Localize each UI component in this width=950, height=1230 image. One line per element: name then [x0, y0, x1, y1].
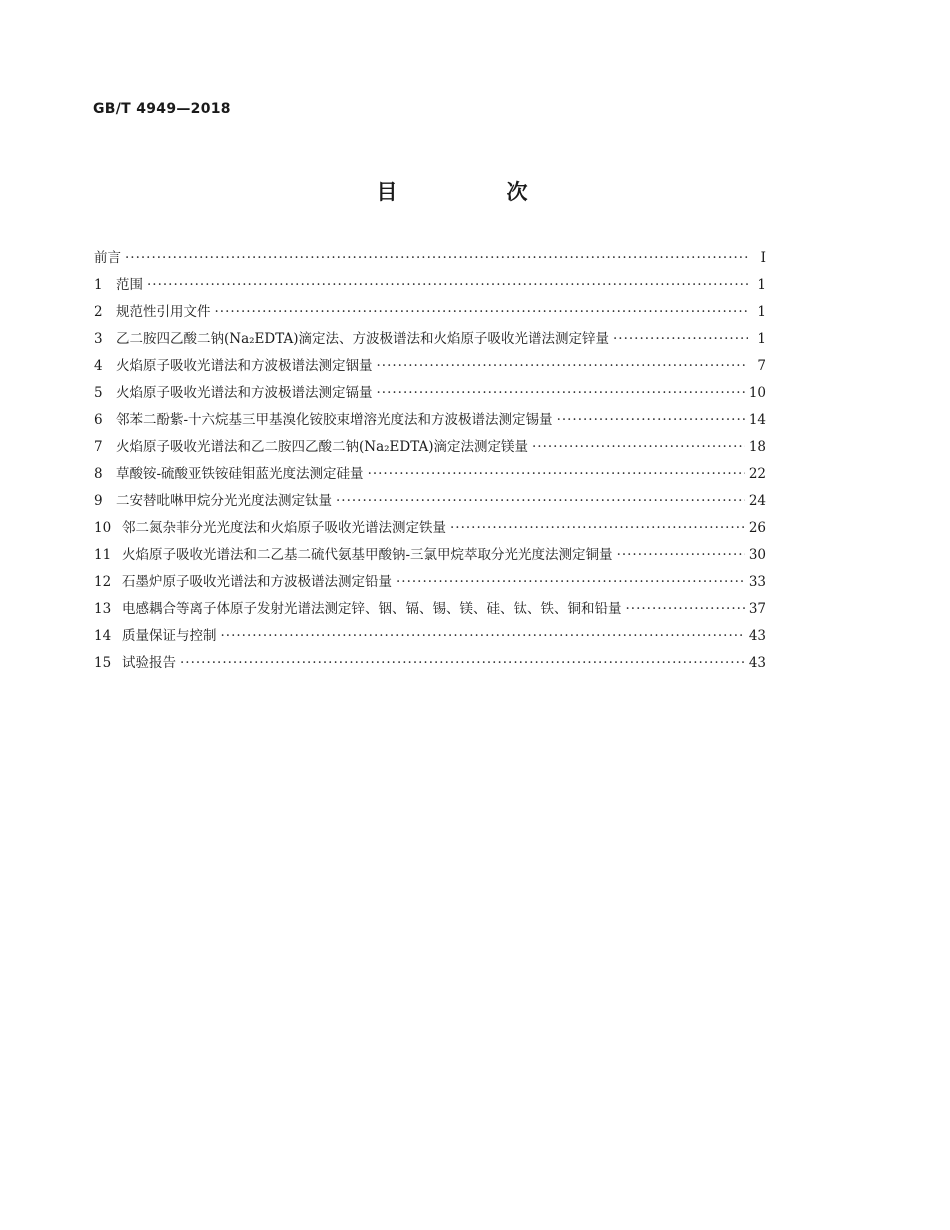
- toc-entry-title: 范围: [116, 277, 143, 293]
- toc-entry[interactable]: [94, 462, 766, 489]
- toc-entry-title: 质量保证与控制: [122, 628, 217, 644]
- toc-entry-page: 26: [748, 520, 766, 536]
- toc-entry[interactable]: [94, 651, 766, 678]
- toc-entry-number: 6: [94, 412, 103, 428]
- toc-entry-title: 二安替吡啉甲烷分光光度法测定钛量: [116, 493, 332, 509]
- dot-leader: [557, 412, 745, 428]
- toc-entry-page: Ⅰ: [760, 250, 766, 266]
- standard-code: GB/T 4949—2018: [93, 101, 231, 117]
- dot-leader: [377, 385, 745, 401]
- toc-entry-title: 试验报告: [122, 655, 176, 671]
- dot-leader: [626, 601, 745, 617]
- toc-entry-number: 15: [94, 655, 112, 671]
- toc-entry-number: 5: [94, 385, 103, 401]
- toc-entry[interactable]: [94, 516, 766, 543]
- toc-entry-title: 草酸铵-硫酸亚铁铵硅钼蓝光度法测定硅量: [116, 466, 364, 482]
- toc-entry-page: 14: [748, 412, 766, 428]
- toc-entry-title: 火焰原子吸收光谱法和二乙基二硫代氨基甲酸钠-三氯甲烷萃取分光光度法测定铜量: [122, 547, 613, 563]
- toc-entry-title: 火焰原子吸收光谱法和乙二胺四乙酸二钠(Na₂EDTA)滴定法测定镁量: [116, 439, 528, 455]
- toc-entry-page: 1: [757, 304, 766, 320]
- toc-entry-number: 9: [94, 493, 103, 509]
- toc-entry-page: 22: [748, 466, 766, 482]
- toc-entry[interactable]: [94, 300, 766, 327]
- toc-entry[interactable]: [94, 543, 766, 570]
- toc-entry-page: 1: [757, 277, 766, 293]
- toc-entry-page: 1: [757, 331, 766, 347]
- toc-entry[interactable]: [94, 273, 766, 300]
- toc-entry-page: 33: [748, 574, 766, 590]
- toc-entry-page: 24: [748, 493, 766, 509]
- toc-entry-number: 13: [94, 601, 112, 617]
- toc-entry-page: 37: [748, 601, 766, 617]
- dot-leader: [125, 250, 748, 266]
- toc-entry-page: 7: [757, 358, 766, 374]
- dot-leader: [147, 277, 748, 293]
- toc-entry[interactable]: [94, 624, 766, 651]
- toc-entry-number: 10: [94, 520, 112, 536]
- toc-entry-title: 火焰原子吸收光谱法和方波极谱法测定镉量: [116, 385, 373, 401]
- toc-entry[interactable]: [94, 489, 766, 516]
- toc-entry-title: 邻苯二酚紫-十六烷基三甲基溴化铵胶束增溶光度法和方波极谱法测定锡量: [116, 412, 553, 428]
- toc-entry-number: 1: [94, 277, 103, 293]
- dot-leader: [532, 439, 745, 455]
- toc-entry[interactable]: [94, 381, 766, 408]
- toc-entry-title: 火焰原子吸收光谱法和方波极谱法测定铟量: [116, 358, 373, 374]
- toc-entry-title: 石墨炉原子吸收光谱法和方波极谱法测定铅量: [122, 574, 392, 590]
- toc-entry-number: 14: [94, 628, 112, 644]
- toc-entry-title: 电感耦合等离子体原子发射光谱法测定锌、铟、镉、锡、镁、硅、钛、铁、铜和铅量: [122, 601, 622, 617]
- toc-entry-page: 18: [748, 439, 766, 455]
- toc-entry[interactable]: [94, 246, 766, 273]
- dot-leader: [215, 304, 749, 320]
- toc-entry-title: 规范性引用文件: [116, 304, 211, 320]
- toc-entry-number: 7: [94, 439, 103, 455]
- toc-entry-page: 30: [748, 547, 766, 563]
- toc-entry-number: 8: [94, 466, 103, 482]
- dot-leader: [396, 574, 745, 590]
- page-title: 目 次: [376, 180, 572, 204]
- toc-entry-number: 3: [94, 331, 103, 347]
- dot-leader: [368, 466, 745, 482]
- toc-entry-title: 邻二氮杂菲分光光度法和火焰原子吸收光谱法测定铁量: [122, 520, 446, 536]
- dot-leader: [180, 655, 745, 671]
- toc-entry-number: 11: [94, 547, 112, 563]
- toc-entry-number: 12: [94, 574, 112, 590]
- dot-leader: [617, 547, 745, 563]
- dot-leader: [336, 493, 745, 509]
- toc-entry[interactable]: [94, 408, 766, 435]
- dot-leader: [377, 358, 749, 374]
- toc-entry[interactable]: [94, 597, 766, 624]
- toc-entry[interactable]: [94, 570, 766, 597]
- toc-entry-title: 乙二胺四乙酸二钠(Na₂EDTA)滴定法、方波极谱法和火焰原子吸收光谱法测定锌量: [116, 331, 609, 347]
- toc-entry-page: 43: [748, 655, 766, 671]
- toc-entry-number: 2: [94, 304, 103, 320]
- toc-entry-page: 43: [748, 628, 766, 644]
- dot-leader: [450, 520, 745, 536]
- toc-entry[interactable]: [94, 435, 766, 462]
- toc-entry-page: 10: [748, 385, 766, 401]
- toc-entry-number: 4: [94, 358, 103, 374]
- toc-entry[interactable]: [94, 327, 766, 354]
- dot-leader: [613, 331, 748, 347]
- toc-entry-title: 前言: [94, 250, 121, 266]
- dot-leader: [221, 628, 745, 644]
- toc-entry[interactable]: [94, 354, 766, 381]
- table-of-contents: [94, 246, 766, 678]
